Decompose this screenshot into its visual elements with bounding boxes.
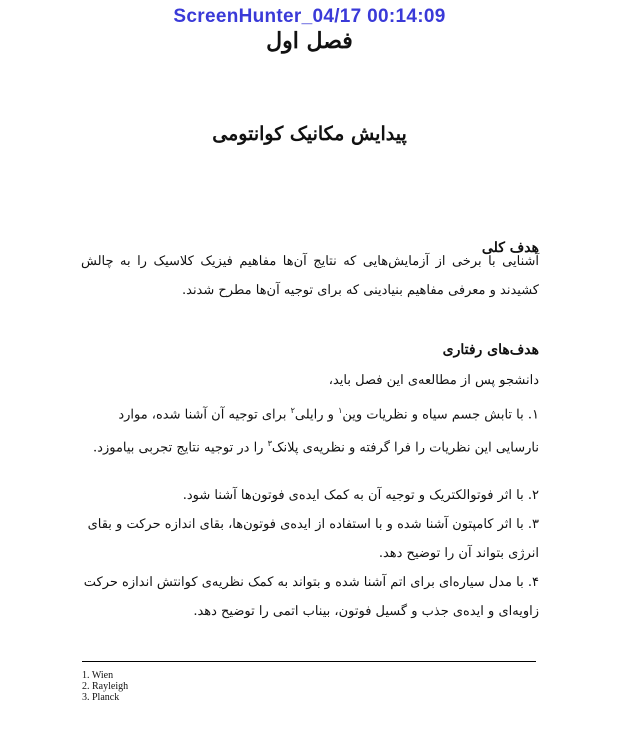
list-item-text: با اثر کامپتون آشنا شده و با استفاده از ایده‌ی فوتون‌ها، بقای اندازه حرکت و بقای انرژی بتواند آن را توضیح دهد. <box>87 517 539 561</box>
list-item-text: با تابش جسم سیاه و نظریات وین <box>342 407 524 423</box>
footnote-ref: ۲ <box>290 406 295 415</box>
page-title: پیدایش مکانیک کوانتومی <box>212 123 407 145</box>
footnote-divider <box>82 661 536 662</box>
behavioral-goals-intro: دانشجو پس از مطالعه‌ی این فصل باید، <box>328 373 539 388</box>
list-item-text: را در توجیه نتایج تجربی بیاموزد. <box>93 440 268 456</box>
list-item-text: و رایلی <box>294 407 339 423</box>
footnote-ref: ۱ <box>338 406 343 415</box>
screenhunter-watermark: ScreenHunter_04/17 00:14:09 <box>173 6 446 27</box>
list-item <box>81 568 539 626</box>
general-goal-heading: هدف کلی <box>481 240 539 256</box>
list-item-number: ۳. <box>527 517 539 532</box>
footnotes <box>82 670 128 703</box>
list-item <box>81 510 539 568</box>
footnote-rayleigh: 2. Rayleigh <box>82 681 129 692</box>
behavioral-goals-heading: هدف‌های رفتاری <box>442 342 539 358</box>
list-item-text: برای توجیه آن آشنا شده، موارد نارسایی این نظریات را فرا گرفته و نظریه‌ی پلانک <box>118 407 539 456</box>
list-item-number: ۴. <box>527 575 539 590</box>
footnote-wien: 1. Wien <box>82 670 114 681</box>
general-goal-text: آشنایی با برخی از آزمایش‌هایی که نتایج آن‌ها مفاهیم فیزیک کلاسیک را به چالش کشیدند و معرفی مفاهیم بنیادینی که برای توجیه آن‌ها مطرح شدند. <box>81 254 539 298</box>
list-item <box>81 481 539 510</box>
footnote-ref: ۳ <box>267 439 272 449</box>
chapter-heading: فصل اول <box>266 28 353 54</box>
list-item-number: ۱. <box>527 407 539 423</box>
list-item-text: با اثر فوتوالکتریک و توجیه آن به کمک ایده‌ی فوتون‌ها آشنا شود. <box>182 488 524 503</box>
list-item <box>81 396 539 463</box>
list-item-number: ۲. <box>527 488 539 503</box>
footnote-planck: 3. Planck <box>82 692 120 703</box>
list-item-text: با مدل سیاره‌ای برای اتم آشنا شده و بتواند به کمک نظریه‌ی کوانتش اندازه حرکت زاویه‌ای و ایده‌ی جذب و گسیل فوتون، بیناب اتمی را توضیح دهد. <box>83 575 539 619</box>
